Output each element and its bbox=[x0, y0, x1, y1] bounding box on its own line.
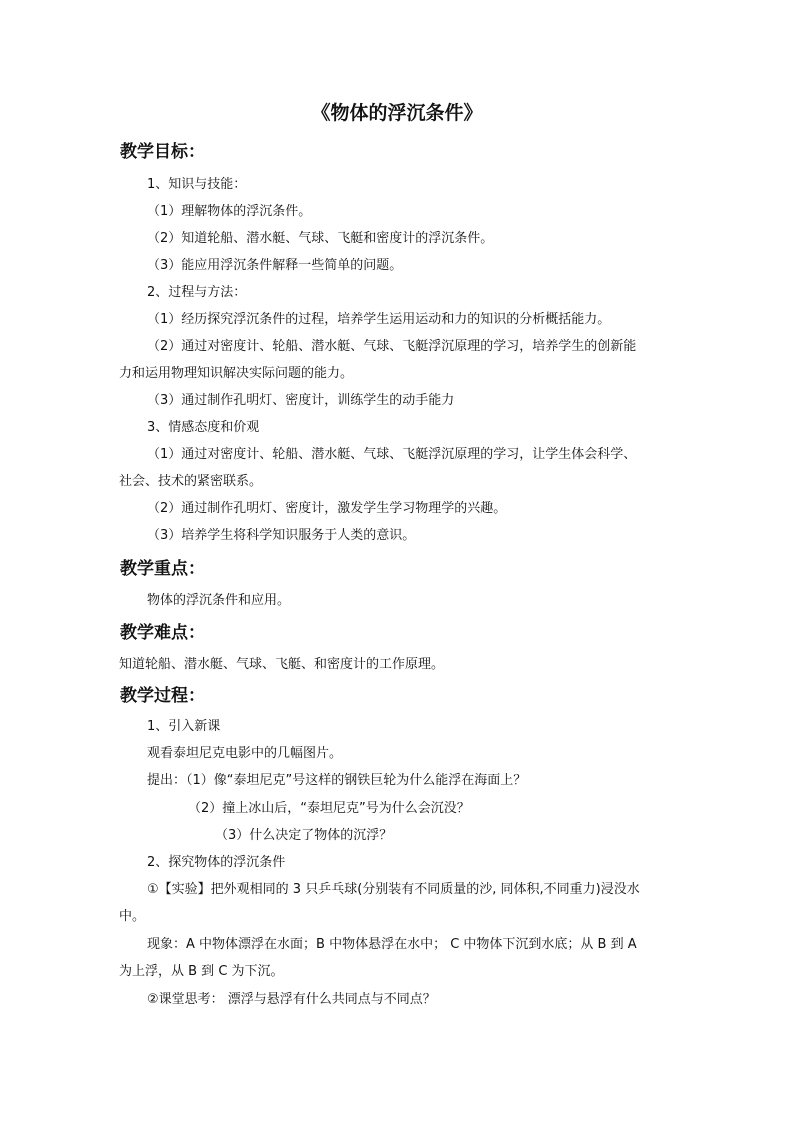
process-line: 中。 bbox=[119, 909, 146, 924]
objectives-line: 3、情感态度和价观 bbox=[147, 420, 260, 435]
key-points-heading: 教学重点： bbox=[120, 559, 205, 579]
objectives-line: （3）培养学生将科学知识服务于人类的意识。 bbox=[147, 528, 416, 543]
document-title: 《物体的浮沉条件》 bbox=[311, 102, 483, 124]
process-line: （3）什么决定了物体的沉浮？ bbox=[215, 828, 393, 843]
objectives-line: （2）知道轮船、潜水艇、气球、飞艇和密度计的浮沉条件。 bbox=[147, 231, 494, 246]
objectives-line: 社会、技术的紧密联系。 bbox=[119, 474, 263, 489]
objectives-line: （2）通过制作孔明灯、密度计，激发学生学习物理学的兴趣。 bbox=[147, 501, 507, 516]
objectives-line: （1）经历探究浮沉条件的过程，培养学生运用运动和力的知识的分析概括能力。 bbox=[147, 312, 611, 327]
objectives-line: （3）能应用浮沉条件解释一些简单的问题。 bbox=[147, 258, 403, 273]
objectives-line: 2、过程与方法： bbox=[147, 285, 247, 300]
process-line: 提出：（1）像“泰坦尼克”号这样的钢铁巨轮为什么能浮在海面上？ bbox=[147, 773, 527, 788]
process-heading: 教学过程： bbox=[120, 686, 205, 706]
objectives-line: （2）通过对密度计、轮船、潜水艇、气球、飞艇浮沉原理的学习，培养学生的创新能 bbox=[147, 339, 637, 354]
process-line: ②课堂思考： 漂浮与悬浮有什么共同点与不同点？ bbox=[147, 992, 436, 1007]
difficulties-heading: 教学难点： bbox=[120, 623, 205, 643]
objectives-line: （1）理解物体的浮沉条件。 bbox=[147, 204, 312, 219]
objectives-line: 1、知识与技能： bbox=[147, 177, 247, 192]
process-line: 2、探究物体的浮沉条件 bbox=[147, 855, 286, 870]
process-line: 观看泰坦尼克电影中的几幅图片。 bbox=[147, 746, 343, 761]
objectives-line: 力和运用物理知识解决实际问题的能力。 bbox=[119, 366, 354, 381]
process-line: ①【实验】把外观相同的 3 只乒乓球(分别装有不同质量的沙, 同体积,不同重力)浸没水 bbox=[147, 882, 640, 897]
objectives-heading: 教学目标： bbox=[120, 142, 205, 162]
process-line: （2）撞上冰山后，“泰坦尼克”号为什么会沉没？ bbox=[188, 801, 470, 816]
process-line: 为上浮，从 B 到 C 为下沉。 bbox=[119, 964, 284, 979]
process-line: 1、引入新课 bbox=[147, 719, 221, 734]
objectives-line: （1）通过对密度计、轮船、潜水艇、气球、飞艇浮沉原理的学习，让学生体会科学、 bbox=[147, 447, 637, 462]
objectives-line: （3）通过制作孔明灯、密度计，训练学生的动手能力 bbox=[147, 393, 455, 408]
difficulties-line: 知道轮船、潜水艇、气球、飞艇、和密度计的工作原理。 bbox=[119, 657, 445, 672]
process-line: 现象：A 中物体漂浮在水面；B 中物体悬浮在水中； C 中物体下沉到水底；从 B 到 A bbox=[147, 937, 637, 952]
key-points-line: 物体的浮沉条件和应用。 bbox=[147, 593, 291, 608]
